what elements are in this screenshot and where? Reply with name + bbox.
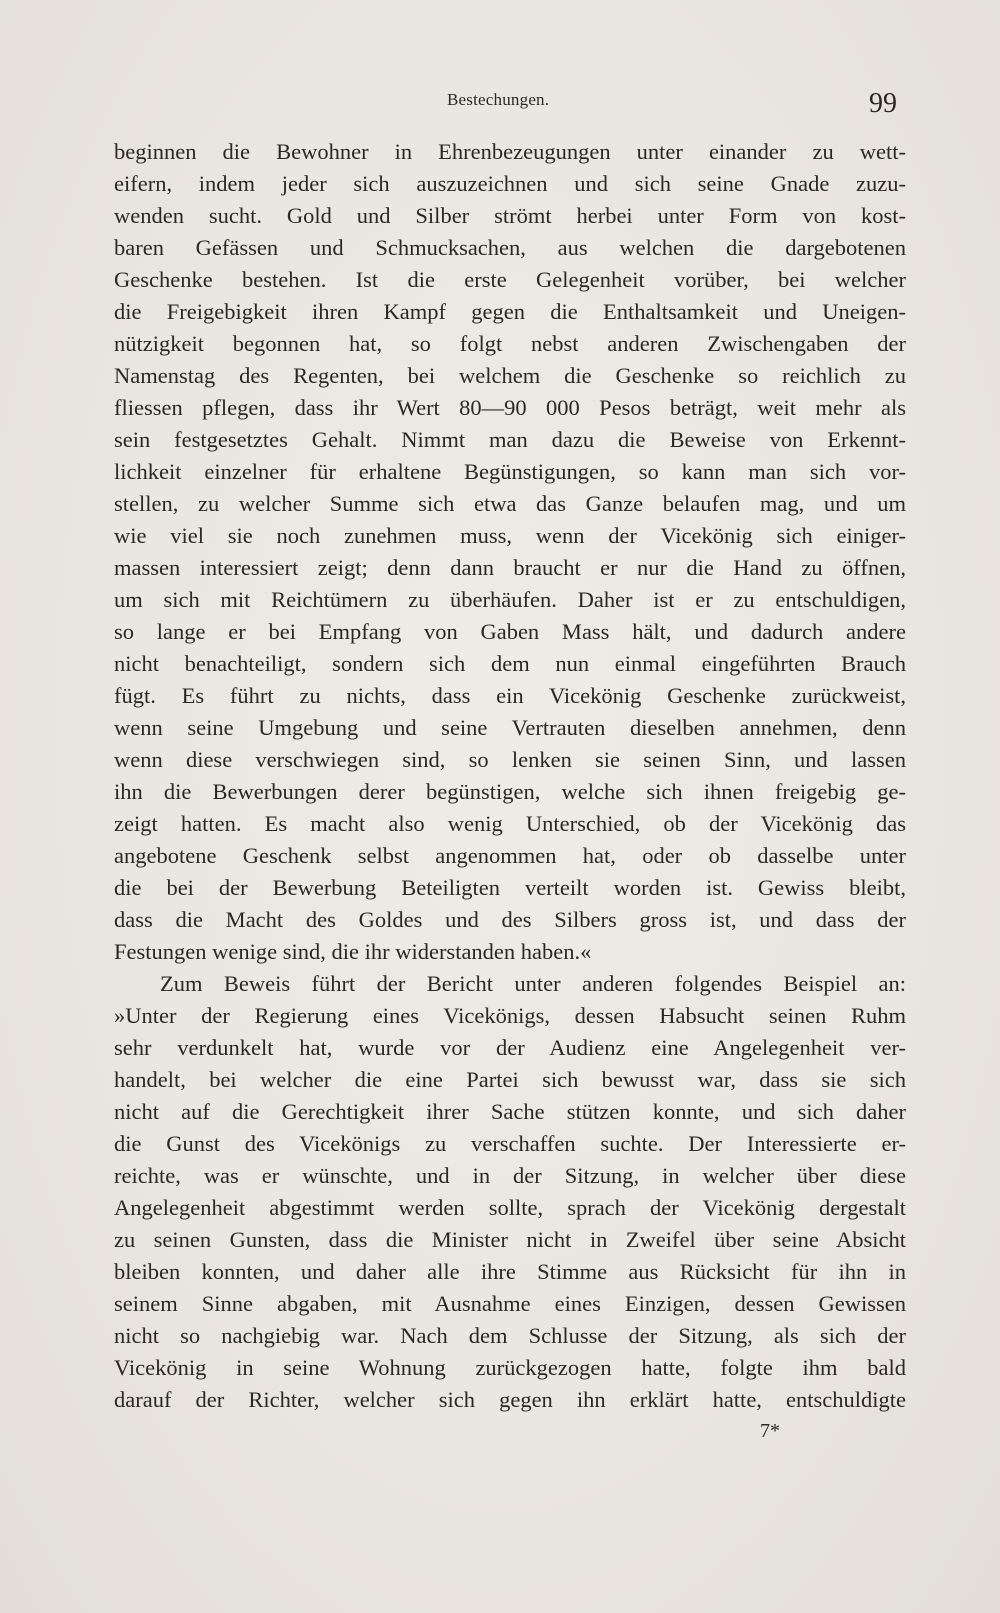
text-line: bleiben konnten, und daher alle ihre Stimme aus Rücksicht für ihn in <box>114 1259 906 1284</box>
text-line: darauf der Richter, welcher sich gegen ihn erklärt hatte, entschuldigte <box>114 1387 906 1412</box>
text-line: nützigkeit begonnen hat, so folgt nebst anderen Zwischengaben der <box>114 331 906 356</box>
text-line: nicht benachteiligt, sondern sich dem nun einmal eingeführten Brauch <box>114 651 906 676</box>
text-line: angebotene Geschenk selbst angenommen hat, oder ob dasselbe unter <box>114 843 906 868</box>
text-line: fügt. Es führt zu nichts, dass ein Vicekönig Geschenke zurückweist, <box>114 683 906 708</box>
signature-mark: 7* <box>760 1420 780 1442</box>
text-line: wenden sucht. Gold und Silber strömt herbei unter Form von kost- <box>114 203 906 228</box>
text-line: dass die Macht des Goldes und des Silbers gross ist, und dass der <box>114 907 906 932</box>
text-line: Namenstag des Regenten, bei welchem die Geschenke so reichlich zu <box>114 363 906 388</box>
text-line: um sich mit Reichtümern zu überhäufen. Daher ist er zu entschuldigen, <box>114 587 906 612</box>
text-line: lichkeit einzelner für erhaltene Begünstigungen, so kann man sich vor- <box>114 459 906 484</box>
text-line: seinem Sinne abgaben, mit Ausnahme eines Einzigen, dessen Gewissen <box>114 1291 906 1316</box>
text-line: die Gunst des Vicekönigs zu verschaffen suchte. Der Interessierte er- <box>114 1131 906 1156</box>
text-line: Geschenke bestehen. Ist die erste Gelegenheit vorüber, bei welcher <box>114 267 906 292</box>
text-line: die bei der Bewerbung Beteiligten verteilt worden ist. Gewiss bleibt, <box>114 875 906 900</box>
text-line: Angelegenheit abgestimmt werden sollte, sprach der Vicekönig dergestalt <box>114 1195 906 1220</box>
text-line: »Unter der Regierung eines Vicekönigs, dessen Habsucht seinen Ruhm <box>114 1003 906 1028</box>
text-line: wie viel sie noch zunehmen muss, wenn der Vicekönig sich einiger- <box>114 523 906 548</box>
text-line: zu seinen Gunsten, dass die Minister nicht in Zweifel über seine Absicht <box>114 1227 906 1252</box>
paragraph-start-line: Zum Beweis führt der Bericht unter anderen folgendes Beispiel an: <box>160 971 906 996</box>
text-line: beginnen die Bewohner in Ehrenbezeugungen unter einander zu wett- <box>114 139 906 164</box>
text-line: wenn seine Umgebung und seine Vertrauten dieselben annehmen, denn <box>114 715 906 740</box>
page-number: 99 <box>869 88 897 119</box>
text-line: massen interessiert zeigt; denn dann braucht er nur die Hand zu öffnen, <box>114 555 906 580</box>
text-line: handelt, bei welcher die eine Partei sich bewusst war, dass sie sich <box>114 1067 906 1092</box>
running-title: Bestechungen. <box>447 90 550 109</box>
text-line: sehr verdunkelt hat, wurde vor der Audienz eine Angelegenheit ver- <box>114 1035 906 1060</box>
text-line: fliessen pflegen, dass ihr Wert 80—90 000 Pesos beträgt, weit mehr als <box>114 395 906 420</box>
text-line: sein festgesetztes Gehalt. Nimmt man dazu die Beweise von Erkennt- <box>114 427 906 452</box>
text-line: eifern, indem jeder sich auszuzeichnen und sich seine Gnade zuzu- <box>114 171 906 196</box>
text-line: die Freigebigkeit ihren Kampf gegen die Enthaltsamkeit und Uneigen- <box>114 299 906 324</box>
body-text <box>114 136 906 1416</box>
text-line: nicht auf die Gerechtigkeit ihrer Sache stützen konnte, und sich daher <box>114 1099 906 1124</box>
text-line: so lange er bei Empfang von Gaben Mass hält, und dadurch andere <box>114 619 906 644</box>
text-line: nicht so nachgiebig war. Nach dem Schlusse der Sitzung, als sich der <box>114 1323 906 1348</box>
text-line: zeigt hatten. Es macht also wenig Unterschied, ob der Vicekönig das <box>114 811 906 836</box>
text-line: ihn die Bewerbungen derer begünstigen, welche sich ihnen freigebig ge- <box>114 779 906 804</box>
paragraph-end-line: Festungen wenige sind, die ihr widerstanden haben.« <box>114 939 592 964</box>
text-line: wenn diese verschwiegen sind, so lenken sie seinen Sinn, und lassen <box>114 747 906 772</box>
text-line: Vicekönig in seine Wohnung zurückgezogen hatte, folgte ihm bald <box>114 1355 906 1380</box>
text-line: baren Gefässen und Schmucksachen, aus welchen die dargebotenen <box>114 235 906 260</box>
text-line: reichte, was er wünschte, und in der Sitzung, in welcher über diese <box>114 1163 906 1188</box>
text-line: stellen, zu welcher Summe sich etwa das Ganze belaufen mag, und um <box>114 491 906 516</box>
